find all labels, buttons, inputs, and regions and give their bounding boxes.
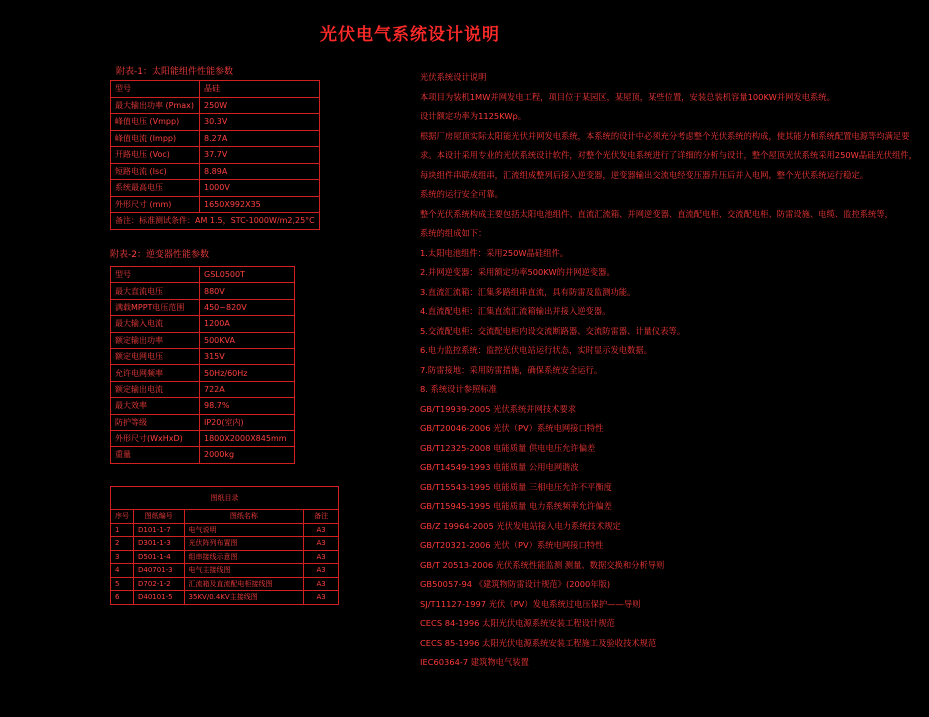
param-value: 30.3V: [200, 114, 320, 131]
param-name: 额定电网电压: [111, 348, 200, 364]
row-number: 1: [111, 523, 134, 537]
param-value: 722A: [200, 381, 295, 397]
page-title: 光伏电气系统设计说明: [320, 25, 500, 45]
column-header: 序号: [111, 510, 134, 524]
param-value: 98.7%: [200, 398, 295, 414]
text-line: 求。本设计采用专业的光伏系统设计软件，对整个光伏发电系统进行了详细的分析与设计，整个屋顶光伏系统采用250W晶硅光伏组件，: [420, 150, 917, 160]
param-value: 2000kg: [200, 447, 295, 463]
remark: A3: [304, 523, 339, 537]
param-name: 型号: [111, 267, 200, 283]
param-value: 315V: [200, 348, 295, 364]
drawing-number: D101-1-7: [134, 523, 185, 537]
table-row: [111, 591, 339, 605]
text-line: 根据厂房屋顶实际太阳能光伏并网发电系统，本系统的设计中必须充分考虑整个光伏系统的构成，使其能力和系统配置电源等均满足要: [420, 130, 910, 141]
row-number: 3: [111, 550, 134, 564]
table-header-row: [111, 510, 339, 524]
param-name: 型号: [111, 81, 200, 98]
param-name: 最大效率: [111, 398, 200, 414]
param-name: 最大直流电压: [111, 283, 200, 299]
drawing-name: 电气主接线图: [184, 564, 304, 578]
text-line: 整个光伏系统构成主要包括太阳电池组件、直流汇流箱、并网逆变器、直流配电柜、交流配电柜、防雷设施、电缆、监控系统等，: [420, 208, 893, 219]
param-name: 最大输入电流: [111, 316, 200, 332]
row-number: 4: [111, 564, 134, 578]
remark: A3: [304, 550, 339, 564]
drawing-name: 组串接线示意图: [184, 550, 304, 564]
table-row: [111, 447, 295, 463]
param-name: 系统最高电压: [111, 180, 200, 197]
text-line: 5.交流配电柜：交流配电柜内设交流断路器、交流防雷器、计量仪表等。: [420, 325, 686, 336]
table-row: [111, 299, 295, 315]
column-header: 备注: [304, 510, 339, 524]
param-value: 1000V: [200, 180, 320, 197]
column-header: 图纸编号: [134, 510, 185, 524]
drawing-number: D40701-3: [134, 564, 185, 578]
param-value: 晶硅: [200, 81, 320, 98]
table1-caption: 附表-1：太阳能组件性能参数: [116, 67, 233, 77]
text-line: 每块组件串联成组串，汇流组成整列后接入逆变器，逆变器输出交流电经变压器升压后并入电网，整个光伏系统运行稳定。: [420, 169, 869, 180]
table-row: [111, 550, 339, 564]
table-row: [111, 196, 320, 213]
drawing-number: D40101-5: [134, 591, 185, 605]
row-number: 2: [111, 537, 134, 551]
table-row: [111, 348, 295, 364]
param-value: IP20(室内): [200, 414, 295, 430]
table-row: [111, 332, 295, 348]
param-name: 重量: [111, 447, 200, 463]
param-name: 外形尺寸(WxHxD): [111, 430, 200, 446]
text-line: 6.电力监控系统：监控光伏电站运行状态，实时显示发电数据。: [420, 345, 652, 355]
param-name: 峰值电流 (Impp): [111, 130, 200, 147]
inverter-params-table: [110, 266, 295, 464]
table-row: [111, 523, 339, 537]
table-row: [111, 365, 295, 381]
param-value: 50Hz/60Hz: [200, 365, 295, 381]
text-line: CECS 84-1996 太阳光伏电源系统安装工程设计规范: [420, 618, 615, 628]
text-line: 2.并网逆变器：采用额定功率500KW的并网逆变器。: [420, 267, 615, 277]
param-name: 峰值电压 (Vmpp): [111, 114, 200, 131]
table-row: [111, 97, 320, 114]
drawing-name: 35KV/0.4KV主接线图: [184, 591, 304, 605]
table-row: [111, 180, 320, 197]
param-value: 1800X2000X845mm: [200, 430, 295, 446]
module-params-table: [110, 80, 320, 230]
text-line: 本项目为装机1MW并网发电工程，项目位于某园区，某屋顶，某些位置，安装总装机容量100KW并网发电系统。: [420, 91, 835, 102]
param-value: 1650X992X35: [200, 196, 320, 213]
param-name: 额定输出功率: [111, 332, 200, 348]
text-line: 设计额定功率为1125KWp。: [420, 111, 527, 121]
table-row: [111, 381, 295, 397]
text-line: GB/Z 19964-2005 光伏发电站接入电力系统技术规定: [420, 520, 621, 531]
param-name: 额定输出电流: [111, 381, 200, 397]
param-value: 880V: [200, 283, 295, 299]
text-line: IEC60364-7 建筑物电气装置: [420, 657, 529, 667]
table-row: [111, 564, 339, 578]
table-row: [111, 283, 295, 299]
table-row: [111, 577, 339, 591]
table-row: [111, 81, 320, 98]
text-line: GB/T14549-1993 电能质量 公用电网谐波: [420, 462, 579, 472]
param-name: 开路电压 (Voc): [111, 147, 200, 164]
table-row: [111, 414, 295, 430]
param-name: 防护等级: [111, 414, 200, 430]
param-name: 允许电网频率: [111, 365, 200, 381]
param-name: 满载MPPT电压范围: [111, 299, 200, 315]
table-note-row: [111, 213, 320, 230]
text-line: 1.太阳电池组件：采用250W晶硅组件。: [420, 247, 569, 258]
text-line: 系统的组成如下：: [420, 228, 487, 238]
text-line: GB/T12325-2008 电能质量 供电电压允许偏差: [420, 442, 596, 453]
param-value: 8.27A: [200, 130, 320, 147]
table-row: [111, 267, 295, 283]
param-value: 250W: [200, 97, 320, 114]
param-value: 8.89A: [200, 163, 320, 180]
drawing-name: 电气说明: [184, 523, 304, 537]
drawing-name: 汇流箱及直流配电柜接线图: [184, 577, 304, 591]
table2-caption: 附表-2：逆变器性能参数: [110, 250, 209, 260]
drawing-index-table: [110, 486, 339, 605]
drawing-number: D301-1-3: [134, 537, 185, 551]
table-row: [111, 163, 320, 180]
column-header: 图纸名称: [184, 510, 304, 524]
text-line: GB/T20321-2006 光伏（PV）系统电网接口特性: [420, 540, 604, 550]
table-caption-row: [111, 487, 339, 510]
text-line: 4.直流配电柜：汇集直流汇流箱输出并接入逆变器。: [420, 306, 611, 316]
param-name: 最大输出功率 (Pmax): [111, 97, 200, 114]
drawing-name: 光伏阵列布置图: [184, 537, 304, 551]
text-line: GB/T15945-1995 电能质量 电力系统频率允许偏差: [420, 501, 612, 511]
design-description: [420, 68, 917, 673]
param-value: 500KVA: [200, 332, 295, 348]
param-value: 1200A: [200, 316, 295, 332]
table-row: [111, 398, 295, 414]
text-line: SJ/T11127-1997 光伏（PV）发电系统过电压保护——导则: [420, 598, 641, 609]
remark: A3: [304, 564, 339, 578]
param-name: 外形尺寸 (mm): [111, 196, 200, 213]
table-row: [111, 537, 339, 551]
row-number: 6: [111, 591, 134, 605]
param-value: 450~820V: [200, 299, 295, 315]
text-line: GB/T 20513-2006 光伏系统性能监测 测量、数据交换和分析导则: [420, 559, 665, 570]
param-name: 短路电流 (Isc): [111, 163, 200, 180]
drawing-number: D702-1-2: [134, 577, 185, 591]
text-line: 系统的运行安全可靠。: [420, 189, 503, 199]
drawing-number: D501-1-4: [134, 550, 185, 564]
row-number: 5: [111, 577, 134, 591]
table-row: [111, 430, 295, 446]
text-line: GB50057-94 《建筑物防雷设计规范》(2000年版): [420, 579, 611, 589]
text-line: 8. 系统设计参照标准: [420, 384, 497, 394]
table-row: [111, 147, 320, 164]
text-line: GB/T19939-2005 光伏系统并网技术要求: [420, 403, 577, 414]
table-row: [111, 316, 295, 332]
text-line: 光伏系统设计说明: [420, 72, 487, 82]
remark: A3: [304, 577, 339, 591]
remark: A3: [304, 591, 339, 605]
param-value: 37.7V: [200, 147, 320, 164]
table-note: 备注：标准测试条件：AM 1.5，STC-1000W/m2,25°C: [111, 213, 320, 230]
text-line: 3.直流汇流箱：汇集多路组串直流，具有防雷及监测功能。: [420, 286, 636, 297]
text-line: 7.防雷接地：采用防雷措施，确保系统安全运行。: [420, 364, 603, 375]
table-caption: 图纸目录: [111, 487, 339, 510]
param-value: GSL0500T: [200, 267, 295, 283]
table-row: [111, 114, 320, 131]
table-row: [111, 130, 320, 147]
text-line: GB/T20046-2006 光伏（PV）系统电网接口特性: [420, 423, 604, 433]
remark: A3: [304, 537, 339, 551]
text-line: GB/T15543-1995 电能质量 三相电压允许不平衡度: [420, 481, 612, 492]
text-line: CECS 85-1996 太阳光伏电源系统安装工程施工及验收技术规范: [420, 637, 657, 648]
